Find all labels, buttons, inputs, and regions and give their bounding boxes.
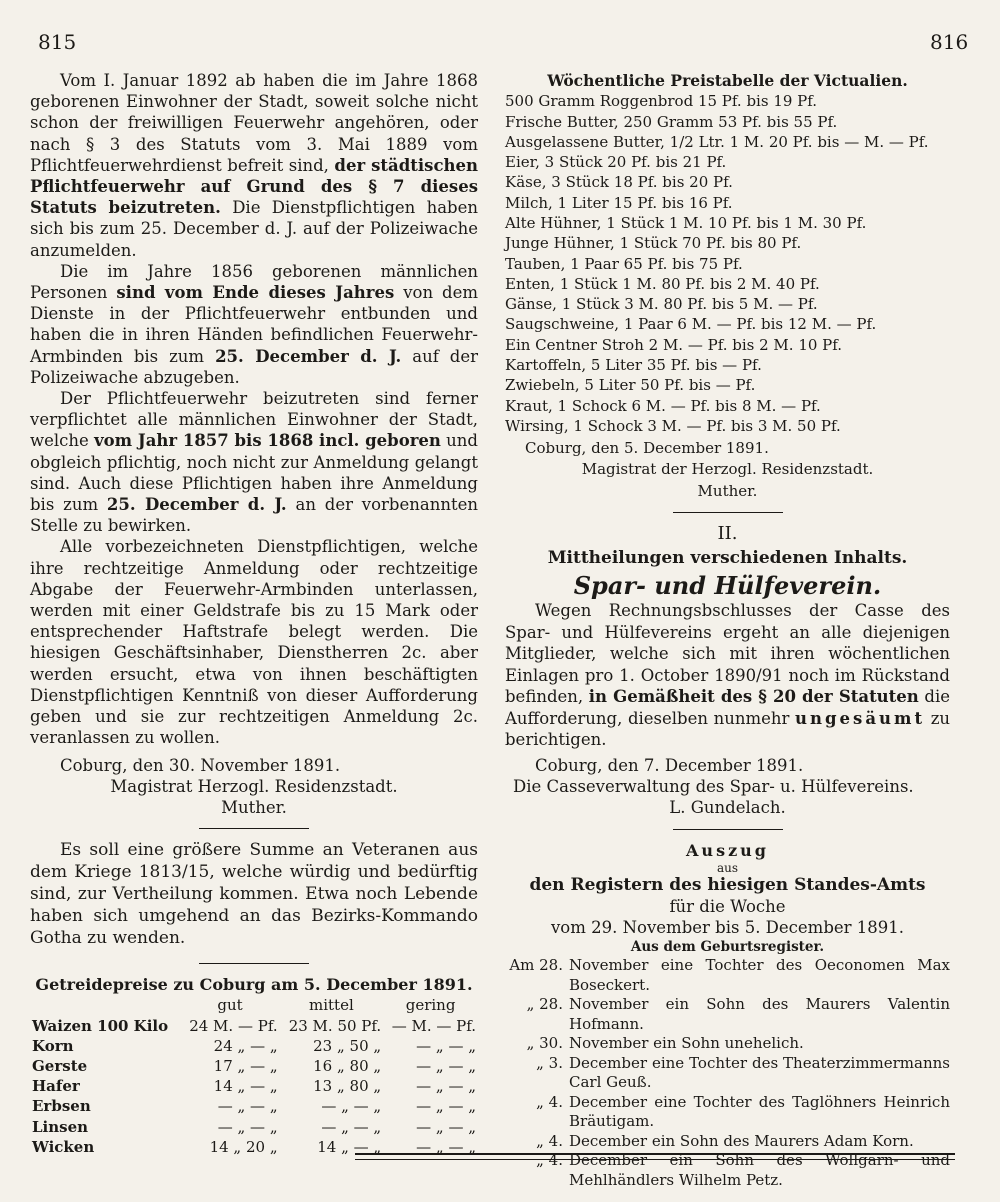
price-cell: 24 M. — Pf.: [189, 1016, 278, 1035]
grain-price-table: [30, 995, 478, 1157]
signature: Muther.: [221, 797, 287, 817]
grain-name: Hafer: [32, 1077, 80, 1096]
entry-text: December ein Sohn des Wollgarn- und Mehlhändlers Wilhelm Petz.: [569, 1151, 950, 1189]
grain-price-title: Getreidepreise zu Coburg am 5. December 1891.: [35, 975, 473, 995]
divider: [199, 963, 309, 964]
price-cell: 23 M. 50 Pf.: [288, 1016, 382, 1035]
notice-fire-brigade-p1: [30, 70, 478, 261]
column-header: mittel: [309, 996, 354, 1015]
magistrate-line: Magistrat der Herzogl. Residenzstadt.: [581, 460, 874, 479]
price-cell: — „ — „: [321, 1117, 382, 1136]
divider: [673, 512, 783, 513]
society-title: Spar- und Hülfeverein.: [573, 571, 882, 601]
list-item: 500 Gramm Roggenbrod 15 Pf. bis 19 Pf.: [505, 92, 818, 111]
table-row: [30, 1056, 478, 1076]
emphasis: ungesäumt: [795, 708, 926, 728]
entry-text: December eine Tochter des Theaterzimmermanns Carl Geuß.: [569, 1053, 950, 1092]
page-number-right: 816: [930, 30, 969, 54]
table-header-row: [30, 995, 478, 1015]
list-item: [505, 1034, 950, 1054]
excerpt-title: Auszug: [686, 840, 769, 860]
table-row: [30, 1036, 478, 1056]
entry-date: „ 4.: [536, 1092, 563, 1111]
notice-fire-brigade-p3: [30, 388, 478, 536]
grain-name: Linsen: [32, 1117, 89, 1136]
entry-text: November ein Sohn unehelich.: [569, 1034, 804, 1053]
text: die Aufforderung, dieselben nunmehr: [505, 687, 951, 728]
table-row: [30, 1117, 478, 1137]
price-cell: 16 „ 80 „: [313, 1056, 382, 1075]
price-cell: — „ — „: [416, 1097, 476, 1116]
emphasis: 25. December d. J.: [106, 495, 287, 515]
entry-text: December ein Sohn des Maurers Adam Korn.: [569, 1131, 914, 1150]
table-row: [30, 1096, 478, 1116]
entry-text: December eine Tochter des Taglöhners Heinrich Bräutigam.: [569, 1092, 950, 1131]
price-cell: — „ — „: [416, 1077, 476, 1096]
table-row: [30, 1076, 478, 1096]
price-cell: 14 „ 20 „: [209, 1137, 278, 1156]
emphasis: 25. December d. J.: [215, 346, 402, 366]
emphasis: vom Jahr 1857 bis 1868 incl. geboren: [94, 431, 441, 451]
list-item: Käse, 3 Stück 18 Pf. bis 20 Pf.: [505, 173, 733, 192]
date-line: Coburg, den 7. December 1891.: [535, 755, 804, 775]
column-header: gering: [405, 996, 456, 1015]
price-cell: — „ — „: [416, 1117, 476, 1136]
list-item: Ein Centner Stroh 2 M. — Pf. bis 2 M. 10 Pf.: [505, 335, 843, 354]
price-cell: 23 „ 50 „: [313, 1036, 382, 1055]
entry-date: „ 4.: [536, 1151, 563, 1170]
victuals-price-title: Wöchentliche Preistabelle der Victualien.: [547, 71, 908, 90]
grain-name: Erbsen: [32, 1097, 91, 1116]
entry-date: „ 3.: [536, 1053, 563, 1072]
entry-date: „ 4.: [536, 1131, 563, 1150]
grain-name: Korn: [32, 1036, 74, 1055]
text: auf der Polizeiwache abzugeben.: [30, 346, 479, 387]
price-cell: 17 „ — „: [213, 1056, 278, 1075]
list-item: [505, 1132, 950, 1152]
date-line: Coburg, den 30. November 1891.: [60, 755, 341, 775]
birth-register-title: Aus dem Geburtsregister.: [630, 939, 825, 956]
price-cell: — „ — „: [416, 1137, 476, 1156]
grain-name: Gerste: [32, 1056, 88, 1075]
excerpt-from: aus: [716, 860, 739, 875]
divider: [673, 829, 783, 830]
price-cell: 13 „ 80 „: [313, 1077, 382, 1096]
text: Die im Jahre 1856 geborenen männlichen Personen: [30, 261, 478, 303]
society-notice: [505, 600, 950, 751]
entry-date: Am 28.: [509, 956, 563, 975]
table-row: [30, 1016, 478, 1036]
list-item: [505, 1054, 950, 1093]
price-cell: — „ — „: [416, 1036, 476, 1055]
text: Vom I. Januar 1892 ab haben die im Jahre 1868 geborenen Einwohner der Stadt, soweit solche nicht schon der freiwilligen Feuerwehr angehören, oder nach § 3 des Statuts vom 3. Mai 1889 vom Pflichtfeuerwehrdienst befreit sind,: [30, 71, 478, 175]
price-cell: — „ — „: [321, 1097, 382, 1116]
list-item: Eier, 3 Stück 20 Pf. bis 21 Pf.: [505, 153, 727, 172]
list-item: Saugschweine, 1 Paar 6 M. — Pf. bis 12 M. — Pf.: [505, 315, 877, 334]
list-item: [505, 956, 950, 995]
list-item: Ausgelassene Butter, 1/2 Ltr. 1 M. 20 Pf. bis — M. — Pf.: [505, 132, 929, 151]
section-number: II.: [717, 522, 738, 544]
list-item: Junge Hühner, 1 Stück 70 Pf. bis 80 Pf.: [505, 234, 802, 253]
list-item: Kraut, 1 Schock 6 M. — Pf. bis 8 M. — Pf.: [505, 396, 821, 415]
list-item: Zwiebeln, 5 Liter 50 Pf. bis — Pf.: [505, 376, 756, 395]
entry-text: November eine Tochter des Oeconomen Max Boseckert.: [569, 956, 950, 994]
register-range: vom 29. November bis 5. December 1891.: [550, 918, 905, 938]
signature: Muther.: [697, 481, 758, 500]
list-item: Milch, 1 Liter 15 Pf. bis 16 Pf.: [505, 193, 733, 212]
text: von dem Dienste in der Pflichtfeuerwehr entbunden und haben die in ihren Händen befindlichen Feuerwehr-Armbinden bis zum: [30, 283, 478, 366]
grain-name: Waizen 100 Kilo: [32, 1016, 169, 1035]
grain-name: Wicken: [32, 1137, 95, 1156]
magistrate-line: Magistrat Herzogl. Residenzstadt.: [110, 776, 398, 796]
price-cell: — M. — Pf.: [391, 1016, 476, 1035]
list-item: Alte Hühner, 1 Stück 1 M. 10 Pf. bis 1 M. 30 Pf.: [505, 213, 867, 232]
notice-fire-brigade-p2: [30, 261, 478, 388]
text: an der vorbenannten Stelle zu bewirken.: [30, 495, 478, 536]
date-line: Coburg, den 5. December 1891.: [525, 439, 769, 458]
price-cell: — „ — „: [416, 1056, 476, 1075]
section-title: Mittheilungen verschiedenen Inhalts.: [547, 548, 908, 569]
list-item: Enten, 1 Stück 1 M. 80 Pf. bis 2 M. 40 Pf.: [505, 274, 820, 293]
administration-line: Die Casseverwaltung des Spar- u. Hülfevereins.: [513, 777, 914, 797]
price-cell: 14 „ — „: [317, 1137, 382, 1156]
veteran-notice: Es soll eine größere Summe an Veteranen aus dem Kriege 1813/15, welche würdig und bedürftig sind, zur Vertheilung kommen. Etwa noch Lebende haben sich umgehend an das Bezirks-Kommando Gotha zu wenden.: [30, 840, 478, 949]
price-cell: 24 „ — „: [213, 1036, 278, 1055]
page-number-left: 815: [38, 30, 77, 54]
divider: [199, 828, 309, 829]
emphasis: sind vom Ende dieses Jahres: [116, 283, 395, 303]
victuals-price-list: [505, 91, 950, 436]
list-item: Tauben, 1 Paar 65 Pf. bis 75 Pf.: [505, 254, 743, 273]
price-cell: — „ — „: [217, 1097, 278, 1116]
emphasis: in Gemäßheit des § 20 der Statuten: [588, 687, 919, 707]
notice-fire-brigade-p4: Alle vorbezeichneten Dienstpflichtigen, welche ihre rechtzeitige Anmeldung oder rechtzeitige Abgabe der Feuerwehr-Armbinden unterlassen, werden mit einer Geldstrafe bis zu 15 Mark oder entsprechender Haftstrafe belegt werden. Die hiesigen Geschäftsinhaber, Dienstherren 2c. aber werden ersucht, etwa von ihnen beschäftigten Dienstpflichtigen Kenntniß von dieser Aufforderung geben und sie zur rechtzeitigen Anmeldung 2c. veranlassen zu wollen.: [30, 537, 478, 748]
right-column: [505, 70, 950, 1190]
bottom-double-rule: [355, 1153, 955, 1160]
price-cell: 14 „ — „: [213, 1077, 278, 1096]
list-item: [505, 995, 950, 1034]
text: Der Pflichtfeuerwehr beizutreten sind ferner verpflichtet alle männlichen Einwohner der Stadt, welche: [30, 389, 478, 451]
price-cell: — „ — „: [217, 1117, 278, 1136]
register-title: den Registern des hiesigen Standes-Amts: [529, 874, 926, 895]
column-header: gut: [217, 996, 243, 1015]
list-item: Gänse, 1 Stück 3 M. 80 Pf. bis 5 M. — Pf.: [505, 295, 818, 314]
text: zu berichtigen.: [505, 708, 951, 750]
list-item: Kartoffeln, 5 Liter 35 Pf. bis — Pf.: [505, 356, 762, 375]
entry-date: „ 28.: [526, 995, 563, 1014]
list-item: [505, 1093, 950, 1132]
emphasis: der städtischen Pflichtfeuerwehr auf Grund des § 7 dieses Statuts beizutreten.: [30, 155, 478, 218]
text: Die Dienstpflichtigen haben sich bis zum 25. December d. J. auf der Polizeiwache anzumelden.: [30, 198, 479, 260]
register-week: für die Woche: [669, 896, 786, 916]
text: und obgleich pflichtig, noch nicht zur Anmeldung gelangt sind. Auch diese Pflichtigen haben ihre Anmeldung bis zum: [30, 431, 478, 515]
list-item: Wirsing, 1 Schock 3 M. — Pf. bis 3 M. 50 Pf.: [505, 416, 841, 435]
left-column: [30, 70, 478, 1157]
list-item: Frische Butter, 250 Gramm 53 Pf. bis 55 Pf.: [505, 112, 838, 131]
entry-date: „ 30.: [526, 1034, 563, 1053]
text: Wegen Rechnungsbschlusses der Casse des Spar- und Hülfevereins ergeht an alle diejenigen Mitglieder, welche sich mit ihren wöchentlichen Einlagen pro 1. October 1890/91 noch im Rückstand befinden,: [505, 601, 950, 707]
signature: L. Gundelach.: [669, 798, 786, 818]
entry-text: November ein Sohn des Maurers Valentin Hofmann.: [569, 995, 950, 1033]
